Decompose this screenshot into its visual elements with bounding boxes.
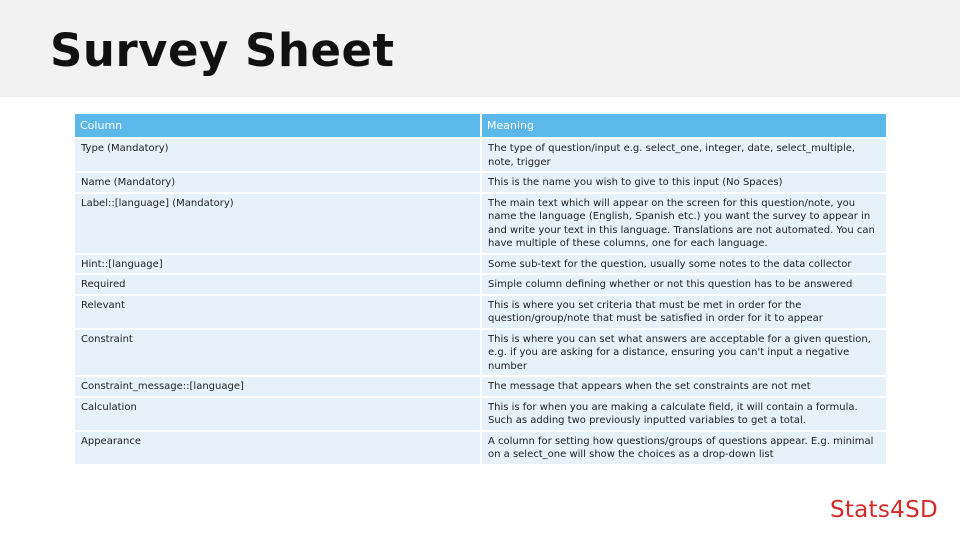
- meaning-cell: The type of question/input e.g. select_one, integer, date, select_multiple, note, trigger: [482, 139, 886, 171]
- meaning-cell: A column for setting how questions/groups of questions appear. E.g. minimal on a select_one will show the choices as a drop-down list: [482, 432, 886, 464]
- column-cell: Calculation: [75, 398, 480, 430]
- table-row: [75, 275, 886, 294]
- table-row: [75, 255, 886, 274]
- column-cell: Constraint: [75, 330, 480, 376]
- meaning-cell: This is where you can set what answers are acceptable for a given question, e.g. if you are asking for a distance, ensuring you can't input a negative number: [482, 330, 886, 376]
- table-row: [75, 432, 886, 464]
- meaning-cell: The main text which will appear on the screen for this question/note, you name the language (English, Spanish etc.) you want the survey to appear in and write your text in this language. Translations are not automated. You can have multiple of these columns, one for each language.: [482, 194, 886, 253]
- meaning-cell: This is the name you wish to give to this input (No Spaces): [482, 173, 886, 192]
- table-row: [75, 194, 886, 253]
- column-cell: Hint::[language]: [75, 255, 480, 274]
- stats4sd-logo-text: Stats4SD: [829, 497, 938, 523]
- column-cell: Type (Mandatory): [75, 139, 480, 171]
- table-row: [75, 398, 886, 430]
- table-row: [75, 330, 886, 376]
- table-row: [75, 296, 886, 328]
- table-row: [75, 139, 886, 171]
- column-cell: Name (Mandatory): [75, 173, 480, 192]
- column-cell: Appearance: [75, 432, 480, 464]
- column-cell: Relevant: [75, 296, 480, 328]
- table-row: [75, 173, 886, 192]
- column-cell: Constraint_message::[language]: [75, 377, 480, 396]
- column-cell: Label::[language] (Mandatory): [75, 194, 480, 253]
- meaning-header: Meaning: [482, 114, 886, 137]
- meaning-cell: Some sub-text for the question, usually some notes to the data collector: [482, 255, 886, 274]
- table-header-row: [75, 114, 886, 137]
- survey-sheet-table: [73, 112, 888, 466]
- page-title: Survey Sheet: [50, 24, 395, 77]
- meaning-cell: This is for when you are making a calculate field, it will contain a formula. Such as adding two previously inputted variables to get a total.: [482, 398, 886, 430]
- table-row: [75, 377, 886, 396]
- meaning-cell: Simple column defining whether or not this question has to be answered: [482, 275, 886, 294]
- column-cell: Required: [75, 275, 480, 294]
- meaning-cell: This is where you set criteria that must be met in order for the question/group/note that must be satisfied in order for it to appear: [482, 296, 886, 328]
- column-header: Column: [75, 114, 480, 137]
- meaning-cell: The message that appears when the set constraints are not met: [482, 377, 886, 396]
